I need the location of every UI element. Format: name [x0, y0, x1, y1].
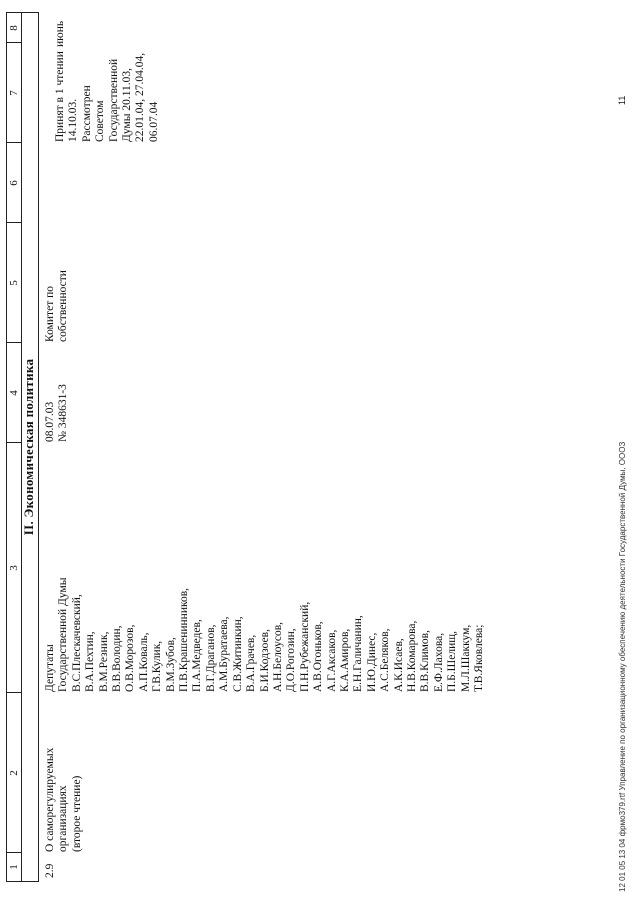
- submission-date-number: 08.07.03 № 348631-3: [44, 384, 70, 442]
- col-number-7: 7: [8, 90, 20, 96]
- col-number-1: 1: [8, 864, 20, 870]
- section-heading-row: [20, 12, 39, 882]
- section-title: II. Экономическая политика: [21, 358, 36, 536]
- col-number-2: 2: [8, 770, 20, 776]
- col-number-5: 5: [8, 280, 20, 286]
- bill-authors: Депутаты Государственной Думы В.С.Плескачевский, В.А.Пехтин, В.М.Резник, В.В.Володин, О.В.Морозов, А.П.Коваль, Г.В.Кулик, В.М.Зубов, П.В.Крашенинников, П.А.Медведев, В.Г.Драганов, А.М.Буратаева, С.В.Житинкин, В.А.Грачев, Б.И.Кодзоев, А.Н.Белоусов, Д.О.Рогозин, П.Н.Рубежанский, А.В.Огоньков, А.Г.Аксаков, К.А.Амиров, Е.Н.Галичанин, И.Ю.Динес, А.С.Беляков, А.К.Исаев, Н.В.Комарова, В.В.Климов, Е.Ф.Лахова, П.Б.Шелищ, М.Л.Шаккум, Т.В.Яковлева;: [44, 577, 485, 692]
- footer-text: 12 01 05 13 04 фрмо379.rtf Управление по организационному обеспечению деятельности Государственной Думы, ОООЗ: [618, 441, 627, 892]
- col-number-8: 8: [8, 25, 20, 31]
- col-number-6: 6: [8, 180, 20, 186]
- bill-status: Принят в 1 чтении 14.10.03. Рассмотрен Советом Государственной Думы 20.11.03, 22.01.04, 27.04.04, 06.07.04: [54, 51, 160, 142]
- page-number: 11: [617, 95, 627, 105]
- row-number: 2.9: [44, 863, 56, 878]
- col-number-3: 3: [8, 565, 20, 571]
- col-number-4: 4: [8, 390, 20, 396]
- bill-title: О саморегулируемых организациях (второе чтение): [44, 747, 83, 852]
- planned-month: июнь: [54, 20, 66, 47]
- responsible-committee: Комитет по собственности: [44, 270, 70, 342]
